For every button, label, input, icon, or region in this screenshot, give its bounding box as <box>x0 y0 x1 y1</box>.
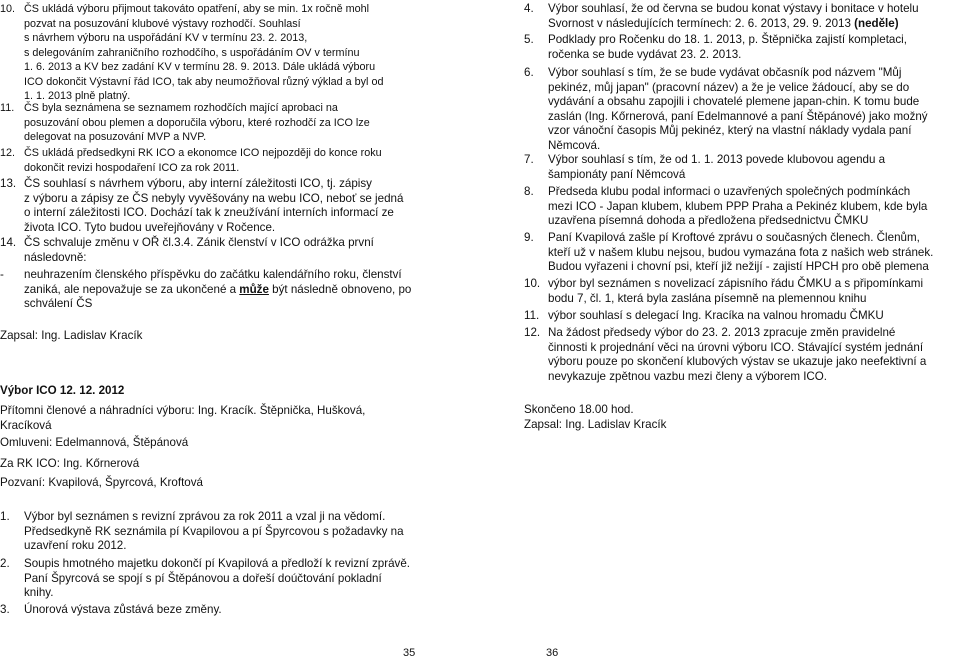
point-1: 1. Výbor byl seznámen s revizní zprávou za rok 2011 a vzal ji na vědomí. Předsedkyně RK seznámila pí Kvapilovou a pí Špyrcovou s požadavky na uzavření roku 2012. <box>0 510 404 552</box>
text-line: ČS ukládá předsedkyni RK ICO a ekonomce ICO nejpozději do konce roku <box>24 147 382 159</box>
meeting-heading: Výbor ICO 12. 12. 2012 <box>0 384 125 397</box>
point-2: 2. Soupis hmotného majetku dokončí pí Kvapilová a předloží k revizní zprávě. Paní Špyrcová se spojí s pí Štěpánovou a dořeší doúčtování pokladní knihy. <box>0 557 411 599</box>
closing: Skončeno 18.00 hod. Zapsal: Ing. Ladislav Kracík <box>524 403 667 431</box>
text-line: s návrhem výboru na uspořádání KV v termínu 23. 2. 2013, <box>24 32 308 44</box>
text-line: 1. 6. 2013 a KV bez zadání KV v termínu 28. 9. 2013. Dále ukládá výboru <box>24 61 376 73</box>
present-members: Přítomni členové a náhradníci výboru: Ing. Kracík. Štěpnička, Hušková, Kracíková <box>0 404 366 432</box>
item-number: 4. <box>524 2 534 15</box>
item-number: 10. <box>0 3 16 15</box>
item-9: 9. Paní Kvapilová zašle pí Kroftové zprávu o současných členech. Členům, kteří už v našem klubu nejsou, budou vymazána fota z našich web stránek. Budou vyřazeni i chovní psi, kteří již nežijí - zajistí HPCH pro obě plemena <box>524 231 934 273</box>
text-line: ČS byla seznámena se seznamem rozhodčích mající aprobaci na <box>24 102 338 114</box>
page-number-right: 36 <box>546 647 559 659</box>
item-12-right: 12. Na žádost předsedy výbor do 23. 2. 2013 zpracuje změn pravidelné činnosti k projednání věci na úrovni výboru ICO. Stávající systém jednání výboru pouze po skončení klubových výstav se ukazuje jako neefektivní a nevykazuje zpětnou vazbu mezi členy a výborem ICO. <box>524 326 927 383</box>
item-5: 5. Podklady pro Ročenku do 18. 1. 2013, p. Štěpnička zajistí kompletaci, ročenka se bude vydávat 23. 2. 2013. <box>524 33 907 61</box>
text-line: posuzování obou plemen a doporučila výboru, které rozhodčí za ICO lze <box>24 116 370 129</box>
item-7: 7. Výbor souhlasí s tím, že od 1. 1. 2013 povede klubovou agendu a šampionáty paní Němcová <box>524 153 886 181</box>
text-line: ICO dokončit Výstavní řád ICO, tak aby neumožňoval různý výklad a byl od <box>24 75 384 88</box>
emphasis: může <box>239 282 269 296</box>
item-number: 9. <box>524 231 534 244</box>
item-11-right: 11. výbor souhlasí s delegací Ing. Kracíka na valnou hromadu ČMKU <box>524 309 884 322</box>
item-number: 3. <box>0 603 10 616</box>
item-13 <box>0 177 436 235</box>
text-line: s delegováním zahraničního rozhodčího, s uspořádáním OV v termínu <box>24 46 360 59</box>
text-line: ČS ukládá výboru přijmout takováto opatření, aby se min. 1x ročně mohl <box>24 3 370 15</box>
text-line: 1. 1. 2013 plně platný. <box>24 90 131 102</box>
text-line: následovně: <box>24 250 87 264</box>
emphasis: (neděle) <box>854 16 899 30</box>
signature: Zapsal: Ing. Ladislav Kracík <box>0 329 143 342</box>
text-line: schválení ČS <box>24 297 93 310</box>
text-line: o interní záležitosti ICO. Dochází tak k zneužívání interních informací ze <box>24 206 394 219</box>
item-number: 8. <box>524 185 534 198</box>
item-4: 4. Výbor souhlasí, že od června se budou konat výstavy i bonitace v hotelu Svornost v následujících termínech: 2. 6. 2013, 29. 9. 2013 (neděle) <box>524 2 919 30</box>
text-line: ČS souhlasí s návrhem výboru, aby interní záležitosti ICO, tj. zápisy <box>24 177 372 190</box>
text-line: delegovat na posuzování MVP a NVP. <box>24 131 207 143</box>
item-number: 13. <box>0 177 17 190</box>
invited: Pozvaní: Kvapilová, Špyrcová, Kroftová <box>0 476 203 489</box>
item-number: 2. <box>0 557 10 570</box>
item-number: 12. <box>524 326 541 339</box>
text-line: z výboru a zápisy ze ČS nebyly vyvěšovány na webu ICO, neboť se jedná <box>24 191 404 205</box>
text-line: dokončit revizi hospodaření ICO za rok 2011. <box>24 161 240 174</box>
dash-mark: - <box>0 268 4 281</box>
item-12 <box>0 146 436 175</box>
text-line: života ICO. Tyto budou uveřejňovány v Ročence. <box>24 220 276 234</box>
item-number: 14. <box>0 236 17 249</box>
point-3: 3. Únorová výstava zůstává beze změny. <box>0 603 222 616</box>
item-10 <box>0 2 436 104</box>
item-14 <box>0 236 436 265</box>
text-line: ČS schvaluje změnu v OŘ čl.3.4. Zánik členství v ICO odrážka první <box>24 236 374 249</box>
dash-item <box>0 268 436 312</box>
page-number-left: 35 <box>403 647 416 659</box>
item-number: 6. <box>524 66 534 79</box>
item-8: 8. Předseda klubu podal informaci o uzavřených společných podmínkách mezi ICO - Japan klubem, klubem PPP Praha a Pekinéz klubem, kde byla uzavřena písemná dohoda a předložena předsednictvu ČMKU <box>524 185 928 227</box>
item-number: 10. <box>524 277 541 290</box>
item-number: 12. <box>0 147 16 159</box>
item-11 <box>0 101 436 145</box>
excused: Omluveni: Edelmannová, Štěpánová <box>0 436 189 449</box>
text-line: pozvat na posuzování klubové výstavy rozhodčí. Souhlasí <box>24 17 301 30</box>
item-number: 11. <box>0 102 15 114</box>
item-number: 11. <box>524 309 540 322</box>
text-line: zaniká, ale nepovažuje se za ukončené a může být následně obnoveno, po <box>24 282 412 296</box>
text-line: neuhrazením členského příspěvku do začátku kalendářního roku, členství <box>24 268 402 281</box>
item-10-right: 10. výbor byl seznámen s novelizací zápisního řádu ČMKU a s připomínkami bodu 7, čl. 1, která byla zaslána písemně na plemennou knihu <box>524 277 924 305</box>
item-6: 6. Výbor souhlasí s tím, že se bude vydávat občasník pod názvem "Můj pekinéz, můj japan" (pracovní název) a že je velice žádoucí, aby se do vydávání a obsahu zapojili i chovatelé plemene japan-chin. K tomu bude zaslán (Ing. Kőrnerová, paní Edelmannové a paní Štěpánové) jako možný vzor vánoční časopis Můj pekinéz, který na vlastní náklady vydala paní Němcová. <box>524 66 928 152</box>
item-number: 5. <box>524 33 534 46</box>
item-number: 7. <box>524 153 534 166</box>
rk-members: Za RK ICO: Ing. Kőrnerová <box>0 457 140 470</box>
item-number: 1. <box>0 510 10 523</box>
